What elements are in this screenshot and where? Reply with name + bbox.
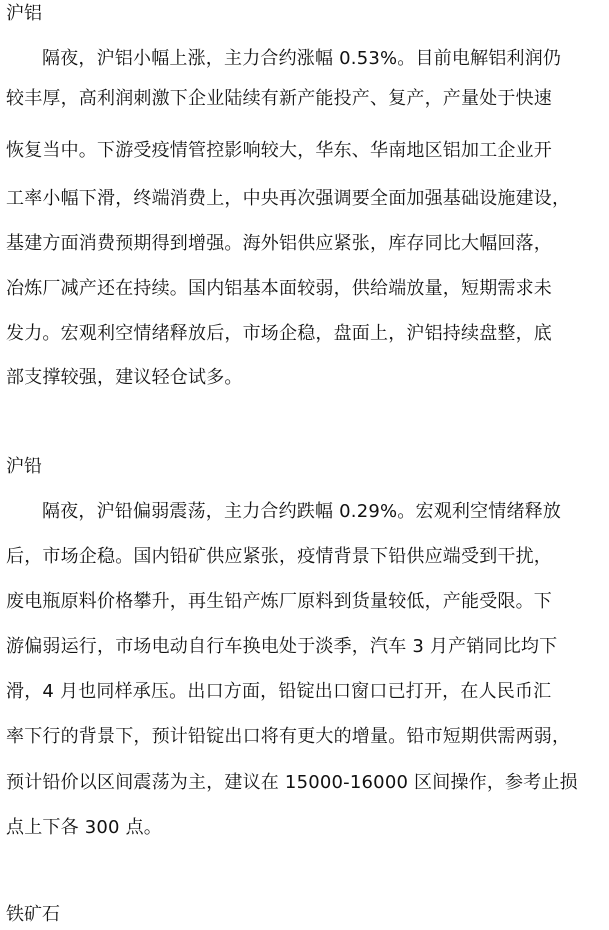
paragraph-line: 废电瓶原料价格攀升，再生铅产炼厂原料到货量较低，产能受限。下: [6, 591, 552, 612]
paragraph-line: 部支撑较强，建议轻仓试多。: [6, 367, 243, 388]
paragraph-line: 游偏弱运行，市场电动自行车换电处于淡季，汽车 3 月产销同比均下: [6, 636, 558, 657]
paragraph-line: 后，市场企稳。国内铅矿供应紧张，疫情背景下铅供应端受到干扰，: [6, 546, 552, 567]
paragraph-line: 冶炼厂减产还在持续。国内铝基本面较弱，供给端放量，短期需求未: [6, 278, 552, 299]
paragraph-line: 滑，4 月也同样承压。出口方面，铅锭出口窗口已打开，在人民币汇: [6, 681, 552, 702]
paragraph-line: 预计铅价以区间震荡为主，建议在 15000-16000 区间操作，参考止损: [6, 772, 578, 793]
paragraph-line: 隔夜，沪铝小幅上涨，主力合约涨幅 0.53%。目前电解铝利润仍: [42, 48, 562, 69]
section-title-lead: 沪铅: [6, 456, 42, 477]
paragraph-line: 基建方面消费预期得到增强。海外铝供应紧张，库存同比大幅回落，: [6, 233, 552, 254]
paragraph-line: 较丰厚，高利润刺激下企业陆续有新产能投产、复产，产量处于快速: [6, 88, 552, 109]
paragraph-line: 率下行的背景下，预计铅锭出口将有更大的增量。铅市短期供需两弱，: [6, 726, 571, 747]
paragraph-line: 发力。宏观利空情绪释放后，市场企稳，盘面上，沪铝持续盘整，底: [6, 323, 552, 344]
paragraph-line: 点上下各 300 点。: [6, 817, 162, 838]
paragraph-line: 恢复当中。下游受疫情管控影响较大，华东、华南地区铝加工企业开: [6, 140, 552, 161]
section-title-iron-ore: 铁矿石: [6, 904, 60, 925]
section-title-aluminum: 沪铝: [6, 3, 42, 24]
paragraph-line: 隔夜，沪铅偏弱震荡，主力合约跌幅 0.29%。宏观利空情绪释放: [42, 501, 562, 522]
paragraph-line: 工率小幅下滑，终端消费上，中央再次强调要全面加强基础设施建设，: [6, 188, 571, 209]
